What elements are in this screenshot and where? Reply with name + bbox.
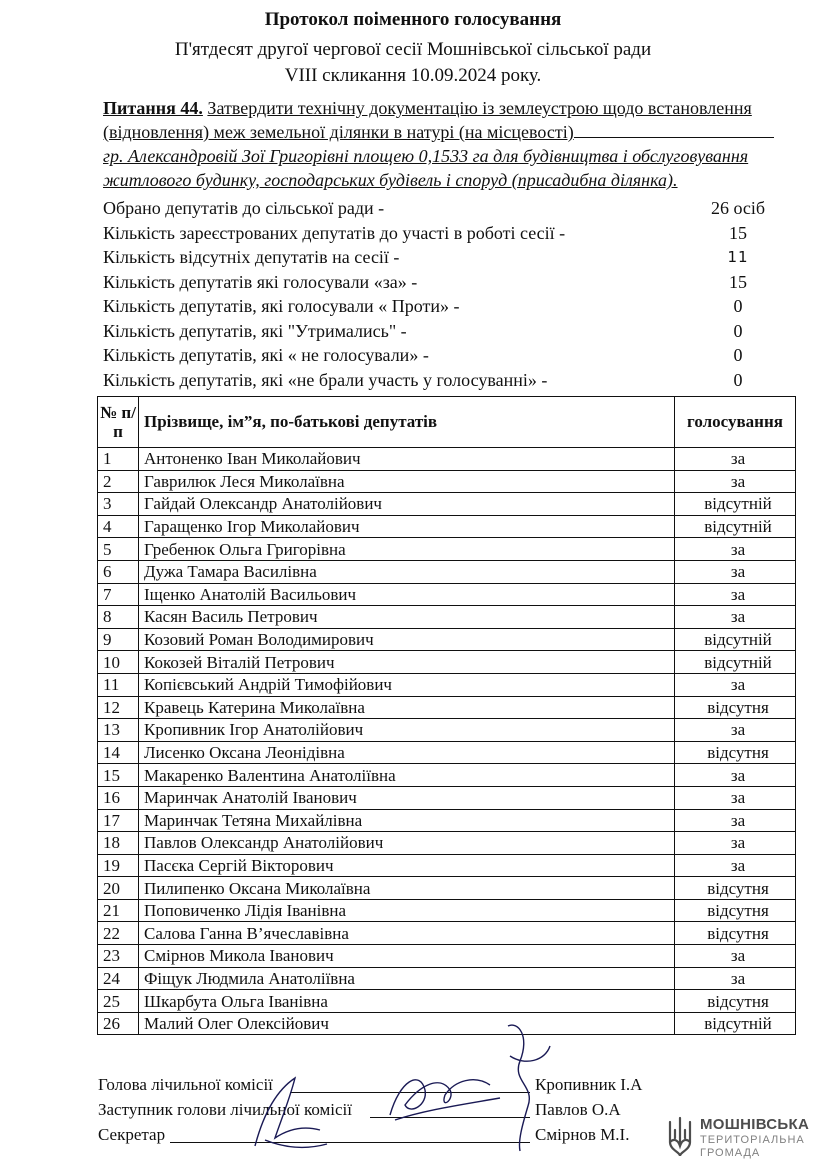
vote-result: за (730, 855, 746, 875)
column-header-number: № п/п (98, 397, 139, 448)
vote-result-cell (675, 538, 796, 561)
deputy-name: Кравець Катерина Миколаївна (139, 696, 675, 719)
deputy-name: Макаренко Валентина Анатоліївна (139, 764, 675, 787)
row-number: 18 (98, 832, 139, 855)
row-number: 25 (98, 990, 139, 1013)
stat-absent: Кількість відсутніх депутатів на сесії - 11 (103, 247, 749, 267)
table-row (98, 922, 796, 945)
vote-result-cell (675, 606, 796, 629)
document-title: Протокол поіменного голосування (264, 9, 562, 30)
deputy-name: Гайдай Олександр Анатолійович (139, 493, 675, 516)
row-number: 17 (98, 809, 139, 832)
table-row (98, 877, 796, 900)
vote-result-cell (675, 899, 796, 922)
vote-result: за (730, 539, 746, 559)
document-convocation: VIII скликання 10.09.2024 року. (284, 65, 542, 86)
row-number: 1 (98, 448, 139, 471)
question-label: Питання 44. (103, 98, 203, 118)
vote-result-cell (675, 515, 796, 538)
table-row (98, 515, 796, 538)
vote-result-cell (675, 922, 796, 945)
vote-result-cell (675, 560, 796, 583)
vote-result: відсутня (707, 923, 769, 943)
signature-block (98, 1074, 698, 1149)
deputy-name: Смірнов Микола Іванович (139, 945, 675, 968)
row-number: 26 (98, 1012, 139, 1035)
vote-result: за (730, 968, 746, 988)
row-number: 19 (98, 854, 139, 877)
row-number: 8 (98, 606, 139, 629)
vote-result: відсутній (704, 494, 772, 514)
table-row (98, 628, 796, 651)
table-row (98, 1012, 796, 1035)
deputy-name: Гаращенко Ігор Миколайович (139, 515, 675, 538)
row-number: 15 (98, 764, 139, 787)
vote-result-cell (675, 1012, 796, 1035)
row-number: 12 (98, 696, 139, 719)
deputy-name: Кокозей Віталій Петрович (139, 651, 675, 674)
stat-elected: Обрано депутатів до сільської ради - 26 осіб (103, 198, 766, 218)
column-header-name: Прізвище, ім”я, по-батькові депутатів (139, 397, 675, 448)
deputy-name: Гребенюк Ольга Григорівна (139, 538, 675, 561)
table-row (98, 560, 796, 583)
deputy-name: Іщенко Анатолій Васильович (139, 583, 675, 606)
vote-result-cell (675, 786, 796, 809)
vote-result-cell (675, 696, 796, 719)
vote-result: відсутній (704, 517, 772, 537)
stat-abstained: Кількість депутатів, які "Утримались" - 0 (103, 320, 743, 341)
deputy-name: Маринчак Тетяна Михайлівна (139, 809, 675, 832)
table-row (98, 967, 796, 990)
vote-result: відсутня (707, 743, 769, 763)
vote-result-cell (675, 628, 796, 651)
table-row (98, 899, 796, 922)
deputy-name: Маринчак Анатолій Іванович (139, 786, 675, 809)
table-row (98, 493, 796, 516)
table-row (98, 990, 796, 1013)
document-subtitle: П'ятдесят другої чергової сесії Мошнівської сільської ради (174, 39, 652, 60)
stat-for: Кількість депутатів які голосували «за» - 15 (103, 271, 747, 292)
vote-result: за (730, 788, 746, 808)
vote-result-cell (675, 832, 796, 855)
row-number: 10 (98, 651, 139, 674)
vote-result: відсутня (707, 901, 769, 921)
deputy-name: Шкарбута Ольга Іванівна (139, 990, 675, 1013)
signature-deputy: Заступник голови лічильної комісії Павлов О.А (98, 1100, 621, 1119)
vote-result: за (730, 449, 746, 469)
vote-result: за (730, 833, 746, 853)
vote-result: за (730, 720, 746, 740)
vote-result-cell (675, 470, 796, 493)
vote-result-cell (675, 877, 796, 900)
deputy-name: Копієвський Андрій Тимофійович (139, 673, 675, 696)
vote-result: відсутня (707, 991, 769, 1011)
row-number: 16 (98, 786, 139, 809)
row-number: 13 (98, 719, 139, 742)
deputy-name: Лисенко Оксана Леонідівна (139, 741, 675, 764)
deputy-name: Салова Ганна В’ячеславівна (139, 922, 675, 945)
deputy-name: Дужа Тамара Василівна (139, 560, 675, 583)
vote-result-cell (675, 493, 796, 516)
logo-line-2: ТЕРИТОРІАЛЬНА (700, 1134, 805, 1146)
question-line-1: Затвердити технічну документацію із землеустрою щодо встановлення (207, 98, 752, 118)
table-row (98, 606, 796, 629)
deputy-name: Поповиченко Лідія Іванівна (139, 899, 675, 922)
row-number: 5 (98, 538, 139, 561)
vote-result: відсутній (704, 652, 772, 672)
column-header-vote: голосування (675, 397, 796, 448)
deputy-name: Касян Василь Петрович (139, 606, 675, 629)
vote-result-cell (675, 651, 796, 674)
vote-result-cell (675, 967, 796, 990)
vote-result: за (730, 562, 746, 582)
question-block (103, 96, 783, 192)
deputy-name: Кропивник Ігор Анатолійович (139, 719, 675, 742)
row-number: 24 (98, 967, 139, 990)
table-header-row (98, 397, 796, 448)
stat-registered: Кількість зареєстрованих депутатів до участі в роботі сесії - 15 (103, 222, 747, 243)
deputy-name: Антоненко Іван Миколайович (139, 448, 675, 471)
deputy-name: Фіщук Людмила Анатоліївна (139, 967, 675, 990)
row-number: 14 (98, 741, 139, 764)
question-line-3: гр. Александровій Зої Григорівні площею 0,1533 га для будівництва і обслуговування (103, 146, 749, 166)
deputy-name: Павлов Олександр Анатолійович (139, 832, 675, 855)
vote-result: за (730, 584, 746, 604)
vote-result-cell (675, 809, 796, 832)
trident-icon (666, 1116, 694, 1158)
vote-result: за (730, 765, 746, 785)
vote-result-cell (675, 945, 796, 968)
signature-chair: Голова лічильної комісії Кропивник І.А (98, 1075, 643, 1094)
vote-result: за (730, 607, 746, 627)
vote-result: відсутній (704, 630, 772, 650)
table-row (98, 786, 796, 809)
question-line-2: (відновлення) меж земельної ділянки в натурі (на місцевості) (103, 122, 574, 142)
vote-result: за (730, 471, 746, 491)
row-number: 6 (98, 560, 139, 583)
vote-table (97, 396, 796, 1035)
table-row (98, 538, 796, 561)
table-row (98, 832, 796, 855)
deputy-name: Пасєка Сергій Вікторович (139, 854, 675, 877)
table-row (98, 764, 796, 787)
table-row (98, 696, 796, 719)
logo-line-1: МОШНІВСЬКА (700, 1116, 810, 1133)
deputy-name: Гаврилюк Леся Миколаївна (139, 470, 675, 493)
table-row (98, 809, 796, 832)
stat-against: Кількість депутатів, які голосували « Проти» - 0 (103, 296, 743, 316)
vote-result-cell (675, 448, 796, 471)
row-number: 7 (98, 583, 139, 606)
table-row (98, 470, 796, 493)
stat-not-voted: Кількість депутатів, які « не голосували» - 0 (103, 345, 743, 365)
vote-result-cell (675, 673, 796, 696)
vote-result-cell (675, 990, 796, 1013)
table-row (98, 945, 796, 968)
table-row (98, 448, 796, 471)
stat-not-participated: Кількість депутатів, які «не брали участь у голосуванні» - 0 (103, 369, 743, 390)
logo-line-3: ГРОМАДА (700, 1147, 761, 1159)
row-number: 21 (98, 899, 139, 922)
vote-result: за (730, 675, 746, 695)
vote-result-cell (675, 719, 796, 742)
table-row (98, 651, 796, 674)
vote-result: відсутня (707, 878, 769, 898)
row-number: 9 (98, 628, 139, 651)
vote-result: за (730, 946, 746, 966)
vote-result: за (730, 810, 746, 830)
vote-result-cell (675, 583, 796, 606)
table-row (98, 719, 796, 742)
deputy-name: Малий Олег Олексійович (139, 1012, 675, 1035)
deputy-name: Козовий Роман Володимирович (139, 628, 675, 651)
vote-result: відсутній (704, 1014, 772, 1034)
row-number: 22 (98, 922, 139, 945)
vote-result-cell (675, 854, 796, 877)
question-line-4: житлового будинку, господарських будівель і споруд (присадибна ділянка). (103, 170, 678, 190)
community-logo (666, 1114, 816, 1162)
table-row (98, 854, 796, 877)
table-row (98, 673, 796, 696)
table-row (98, 741, 796, 764)
row-number: 20 (98, 877, 139, 900)
row-number: 2 (98, 470, 139, 493)
deputy-name: Пилипенко Оксана Миколаївна (139, 877, 675, 900)
vote-result-cell (675, 764, 796, 787)
vote-statistics (103, 196, 783, 392)
vote-result: відсутня (707, 697, 769, 717)
row-number: 3 (98, 493, 139, 516)
table-row (98, 583, 796, 606)
signature-secretary: Секретар Смірнов М.І. (98, 1125, 630, 1144)
row-number: 23 (98, 945, 139, 968)
row-number: 4 (98, 515, 139, 538)
vote-result-cell (675, 741, 796, 764)
row-number: 11 (98, 673, 139, 696)
